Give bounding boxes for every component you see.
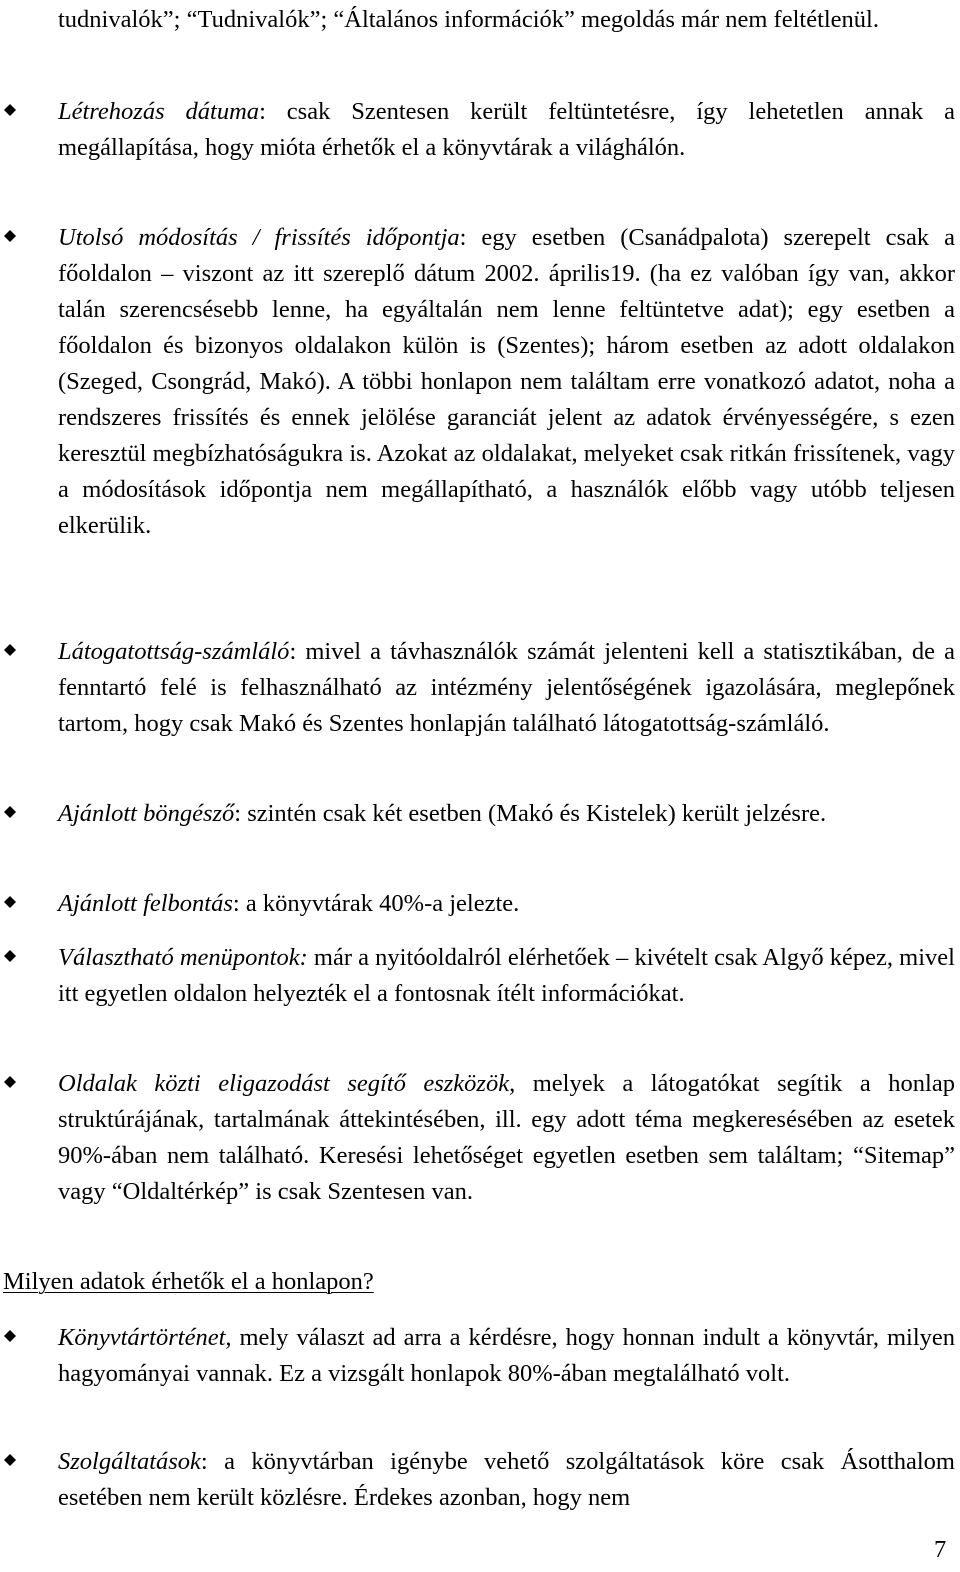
list-item: [58, 1066, 955, 1210]
list-item-term: Létrehozás dátuma: [58, 98, 260, 125]
list-item: [58, 634, 955, 742]
list-item-term: Választható menüpontok:: [58, 944, 308, 971]
list-item-text: : mivel a távhasználók számát jelenteni kell a statisztikában, de a fenntartó felé is felhasználható az intézmény jelentőségének igazolására, meglepőnek tartom, hogy csak Makó és Szentes honlapján található látogatottság-számláló.: [58, 638, 955, 737]
list-item-text: : a könyvtárban igénybe vehető szolgáltatások köre csak Ásotthalom esetében nem került közlésre. Érdekes azonban, hogy nem: [58, 1448, 955, 1511]
diamond-bullet-icon: [4, 1444, 18, 1480]
list-item: [58, 1320, 955, 1392]
diamond-bullet-icon: [4, 634, 18, 670]
list-item-text: : a könyvtárak 40%-a jelezte.: [232, 890, 520, 917]
intro-text: tudnivalók”; “Tudnivalók”; “Általános információk” megoldás már nem feltétlenül.: [58, 6, 879, 33]
list-item-term: Látogatottság-számláló: [58, 638, 290, 665]
list-item: [58, 796, 955, 832]
list-item-text: : csak Szentesen került feltüntetésre, így lehetetlen annak a megállapítása, hogy mióta érhetők el a könyvtárak a világhálón.: [58, 98, 955, 161]
list-item-text: : egy esetben (Csanádpalota) szerepelt csak a főoldalon – viszont az itt szereplő dátum 2002. április19. (ha ez valóban így van, akkor talán szerencsésebb lenne, ha egyáltalán nem lenne feltüntetve adat); egy esetben a főoldalon és bizonyos oldalakon külön is (Szentes); három esetben az adott oldalakon (Szeged, Csongrád, Makó). A többi honlapon nem találtam erre vonatkozó adatot, noha a rendszeres frissítés és ennek jelölése garanciát jelent az adatok érvényességére, s ezen keresztül megbízhatóságukra is. Azokat az oldalakat, melyeket csak ritkán frissítenek, vagy a módosítások időpontja nem megállapítható, a használók előbb vagy utóbb teljesen elkerülik.: [58, 224, 955, 539]
list-item-term: Könyvtártörténet,: [58, 1324, 232, 1351]
list-item-term: Oldalak közti eligazodást segítő eszközök: [58, 1070, 510, 1097]
page-number: 7: [934, 1536, 947, 1563]
list-item: [58, 886, 955, 922]
diamond-bullet-icon: [4, 1320, 18, 1356]
list-item-text: már a nyitóoldalról elérhetőek – kivételt csak Algyő képez, mivel itt egyetlen oldalon helyezték el a fontosnak ítélt információkat.: [58, 944, 955, 1007]
list-item: [58, 1444, 955, 1516]
section-heading: Milyen adatok érhetők el a honlapon?: [3, 1268, 374, 1295]
diamond-bullet-icon: [4, 1066, 18, 1102]
list-item-term: Szolgáltatások: [58, 1448, 201, 1475]
diamond-bullet-icon: [4, 94, 18, 130]
diamond-bullet-icon: [4, 220, 18, 256]
diamond-bullet-icon: [4, 940, 18, 976]
diamond-bullet-icon: [4, 796, 18, 832]
list-item-text: : szintén csak két esetben (Makó és Kistelek) került jelzésre.: [234, 800, 827, 827]
list-item: [58, 940, 955, 1012]
list-item: [58, 94, 955, 166]
list-item: [58, 220, 955, 544]
list-item-text: mely választ ad arra a kérdésre, hogy honnan indult a könyvtár, milyen hagyományai vannak. Ez a vizsgált honlapok 80%-ában megtalálható volt.: [58, 1324, 955, 1387]
list-item-term: Utolsó módosítás / frissítés időpontja: [58, 224, 460, 251]
intro-paragraph: [58, 2, 955, 38]
diamond-bullet-icon: [4, 886, 18, 922]
list-item-text: , melyek a látogatókat segítik a honlap struktúrájának, tartalmának áttekintésében, ill. egy adott téma megkeresésében az esetek 90%-ában nem található. Keresési lehetőséget egyetlen esetben sem találtam; “Sitemap” vagy “Oldaltérkép” is csak Szentesen van.: [58, 1070, 955, 1205]
list-item-term: Ajánlott böngésző: [58, 800, 235, 827]
list-item-term: Ajánlott felbontás: [58, 890, 233, 917]
